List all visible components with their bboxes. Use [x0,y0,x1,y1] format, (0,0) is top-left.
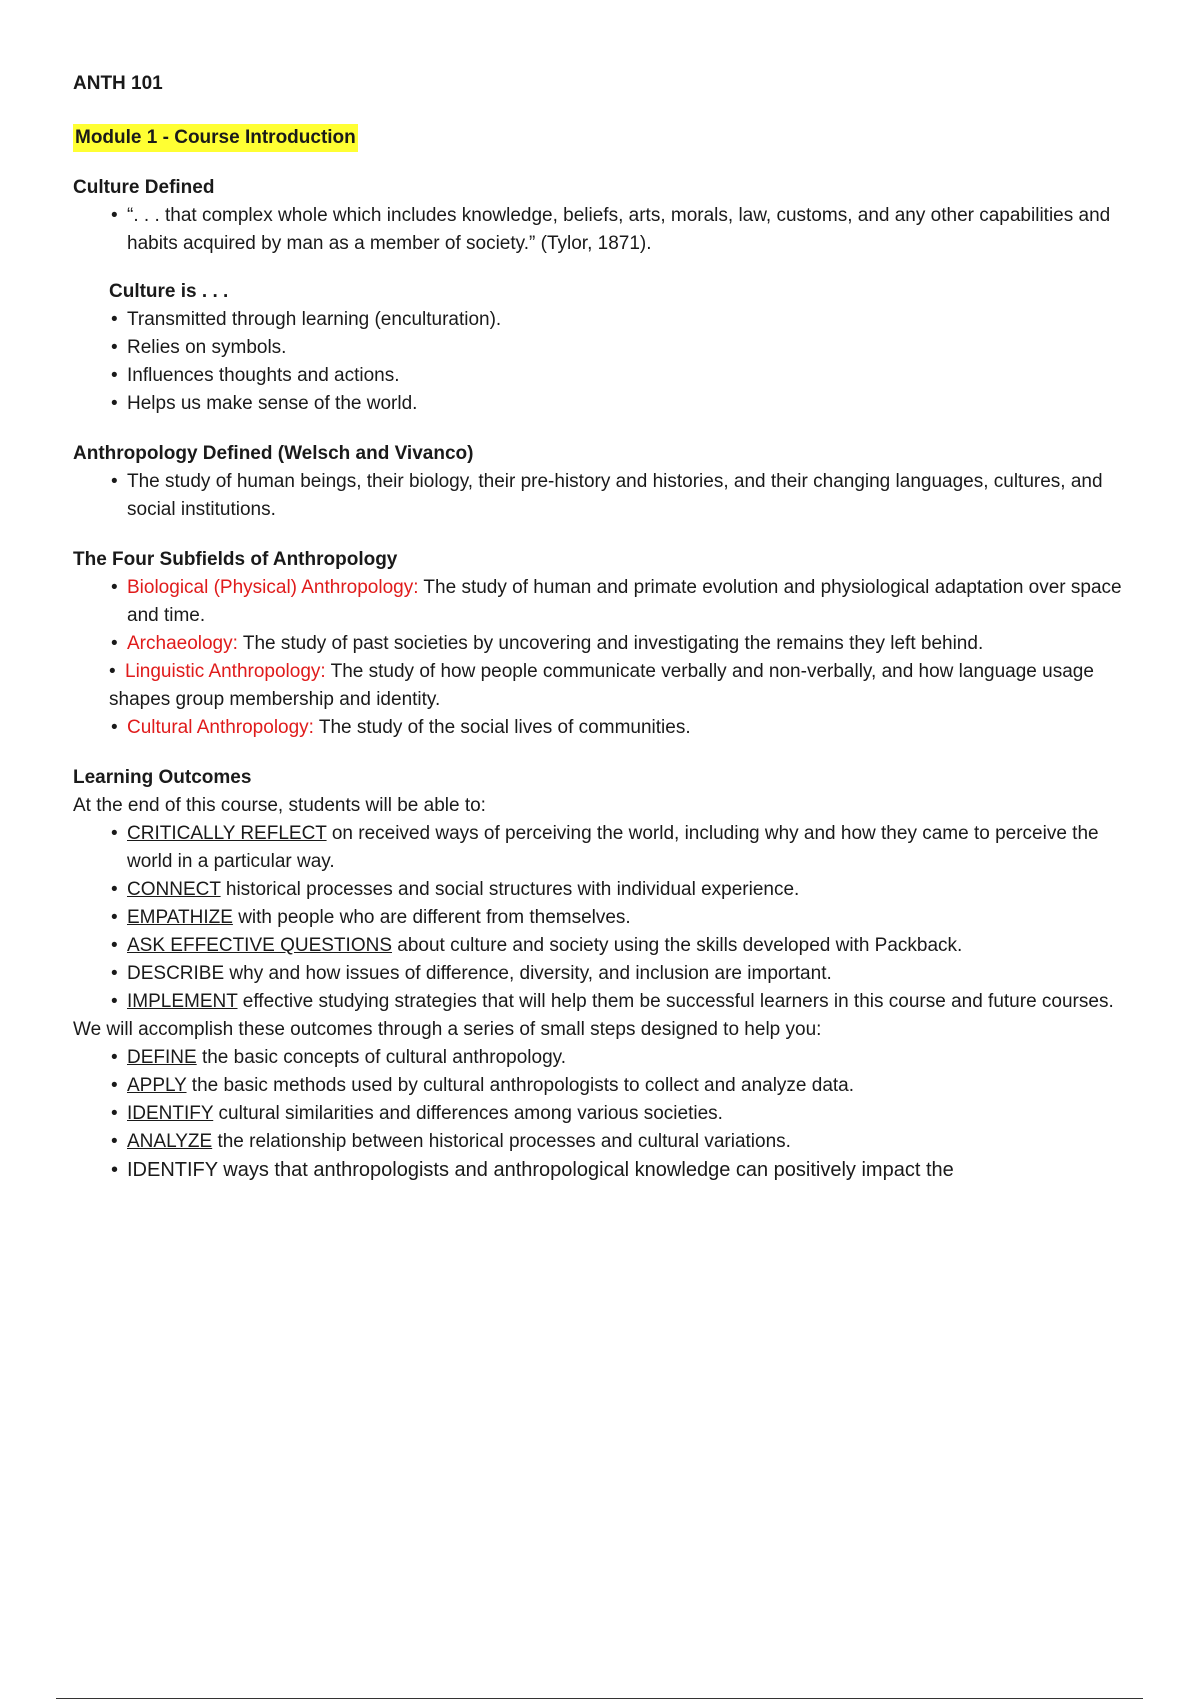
steps-list [73,1044,1143,1184]
document-page [73,70,1143,1184]
list-item [73,988,1143,1016]
list-item [73,1100,1143,1128]
learning-outcomes-intro: At the end of this course, students will be able to: [73,795,486,816]
learning-outcomes-list [73,820,1143,1016]
bullet-icon: • [111,633,118,654]
list-item [73,390,1143,418]
culture-defined-section [73,174,1143,418]
subfield-text: The study of human and primate evolution and physiological adaptation over space and time. [127,577,1122,626]
subfields-heading: The Four Subfields of Anthropology [73,549,398,570]
culture-is-list [73,306,1143,418]
step-text: IDENTIFY ways that anthropologists and anthropological knowledge can positively impact the [127,1159,954,1181]
subfield-text: The study of past societies by uncovering and investigating the remains they left behind. [237,633,984,654]
list-item [73,1128,1143,1156]
bullet-icon: • [111,963,118,984]
bullet-icon: • [111,879,118,900]
step-text: the relationship between historical processes and cultural variations. [212,1131,791,1152]
outcome-text: on received ways of perceiving the world, including why and how they came to perceive the world in a particular way. [127,823,1099,872]
list-item-text: Helps us make sense of the world. [127,393,418,414]
subfield-term: Linguistic Anthropology: [125,661,326,682]
step-key: APPLY [127,1075,187,1096]
bullet-icon: • [111,1075,118,1096]
outcome-text: with people who are different from themselves. [232,907,631,928]
anthropology-defined-section [73,440,1143,524]
culture-quote-list [73,202,1143,258]
subfield-text: The study of how people communicate verbally and non-verbally, and how language usage shapes group membership and identity. [109,661,1094,710]
list-item [73,362,1143,390]
outcome-key: CRITICALLY REFLECT [127,823,327,844]
bullet-icon: • [111,991,118,1012]
list-item [73,574,1143,630]
list-item-text: Transmitted through learning (enculturation). [127,309,502,330]
page-bottom-divider [56,1698,1143,1699]
outcome-key: CONNECT [127,879,221,900]
list-item [73,334,1143,362]
step-key: DEFINE [127,1047,197,1068]
step-text: the basic methods used by cultural anthropologists to collect and analyze data. [186,1075,855,1096]
bullet-icon: • [111,1103,118,1124]
list-item [73,904,1143,932]
bullet-icon: • [111,577,118,598]
step-text: cultural similarities and differences among various societies. [213,1103,723,1124]
steps-intro: We will accomplish these outcomes through a series of small steps designed to help you: [73,1019,822,1040]
outcome-key: EMPATHIZE [127,907,233,928]
step-key: IDENTIFY [127,1103,214,1124]
list-item [73,468,1143,524]
bullet-icon: • [111,1131,118,1152]
list-item-text: The study of human beings, their biology, their pre-history and histories, and their changing languages, cultures, and social institutions. [127,471,1103,520]
bullet-icon: • [111,337,118,358]
list-item [73,1156,1143,1184]
bullet-icon: • [109,661,116,682]
bullet-icon: • [111,1159,119,1181]
outcome-text: effective studying strategies that will help them be successful learners in this course and future courses. [237,991,1114,1012]
list-item [73,202,1143,258]
list-item [73,960,1143,988]
course-code: ANTH 101 [73,73,163,94]
outcome-text: about culture and society using the skills developed with Packback. [392,935,963,956]
culture-defined-heading: Culture Defined [73,177,215,198]
step-text: the basic concepts of cultural anthropology. [196,1047,566,1068]
bullet-icon: • [111,309,118,330]
bullet-icon: • [111,935,118,956]
outcome-key: ASK EFFECTIVE QUESTIONS [127,935,392,956]
step-key: ANALYZE [127,1131,213,1152]
bullet-icon: • [111,471,118,492]
subfields-section [73,546,1143,742]
module-title: Module 1 - Course Introduction [73,124,358,152]
outcome-key: IMPLEMENT [127,991,238,1012]
subfield-term: Biological (Physical) Anthropology: [127,577,419,598]
bullet-icon: • [111,907,118,928]
bullet-icon: • [111,823,118,844]
anthropology-defined-heading: Anthropology Defined (Welsch and Vivanco) [73,443,474,464]
subfield-term: Cultural Anthropology: [127,717,314,738]
module-title-row [73,124,1143,152]
list-item [73,658,1143,714]
list-item [73,1072,1143,1100]
learning-outcomes-section [73,764,1143,1184]
bullet-icon: • [111,393,118,414]
bullet-icon: • [111,1047,118,1068]
list-item-text: Relies on symbols. [127,337,287,358]
bullet-icon: • [111,205,118,226]
bullet-icon: • [111,365,118,386]
bullet-icon: • [111,717,118,738]
list-item [73,1044,1143,1072]
list-item [73,876,1143,904]
list-item-text: Influences thoughts and actions. [127,365,400,386]
list-item [73,630,1143,658]
culture-is-heading: Culture is . . . [109,281,229,302]
culture-quote: “. . . that complex whole which includes knowledge, beliefs, arts, morals, law, customs, and any other capabilities and habits acquired by man as a member of society.” (Tylor, 1871). [127,205,1111,254]
list-item [73,932,1143,960]
outcome-text: why and how issues of difference, diversity, and inclusion are important. [224,963,832,984]
subfield-text: The study of the social lives of communities. [313,717,691,738]
outcome-text: historical processes and social structures with individual experience. [220,879,800,900]
list-item [73,714,1143,742]
list-item [73,306,1143,334]
learning-outcomes-heading: Learning Outcomes [73,767,252,788]
anthropology-defined-list [73,468,1143,524]
subfield-term: Archaeology: [127,633,238,654]
outcome-key: DESCRIBE [127,963,225,984]
list-item [73,820,1143,876]
subfields-list [73,574,1143,742]
